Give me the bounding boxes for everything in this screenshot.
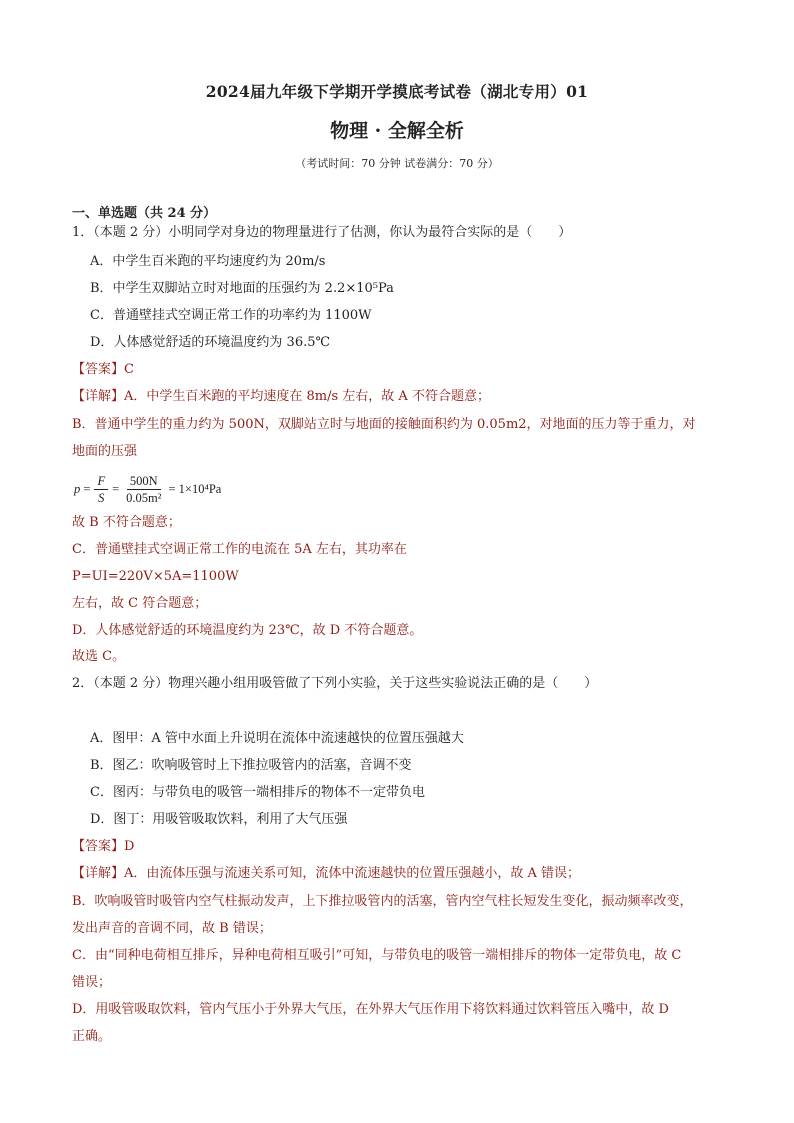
formula-lhs: p — [74, 481, 81, 496]
formula-result: = 1×10⁴Pa — [168, 481, 222, 496]
q1-detail-line: D．人体感觉舒适的环境温度约为 23℃，故 D 不符合题意。 — [72, 623, 423, 638]
q2-detail-line: 发出声音的音调不同，故 B 错误； — [72, 921, 272, 936]
page-subtitle: 物理 · 全解全析 — [330, 120, 464, 142]
formula-value-numerator: 500N — [127, 473, 161, 490]
q1-detail-line: 故 B 不符合题意； — [72, 515, 181, 530]
q2-detail-line: D．用吸管吸取饮料，管内气压小于外界大气压，在外界大气压作用下将饮料通过饮料管压入嘴中，故 D — [72, 1002, 669, 1017]
formula-fraction-symbolic — [94, 473, 108, 506]
q1-answer: 【答案】C — [72, 362, 134, 377]
exam-note: （考试时间：70 分钟 试卷满分：70 分） — [295, 157, 499, 170]
q2-option-d: D．图丁：用吸管吸取饮料，利用了大气压强 — [90, 812, 348, 827]
q2-option-a: A．图甲：A 管中水面上升说明在流体中流速越快的位置压强越大 — [90, 731, 464, 746]
q2-detail-line: 【详解】A．由流体压强与流速关系可知，流体中流速越快的位置压强越小，故 A 错误； — [72, 866, 581, 881]
q2-detail-line: C．由“同种电荷相互排斥，异种电荷相互吸引”可知，与带负电的吸管一端相排斥的物体一定带负电，故 C — [72, 948, 682, 963]
q1-detail-line: C．普通壁挂式空调正常工作的电流在 5A 左右，其功率在 — [72, 542, 407, 557]
q1-conclusion: 故选 C。 — [72, 649, 126, 664]
section-heading: 一、单选题（共 24 分） — [72, 206, 217, 221]
pressure-formula: p = $\frac{F}{S}$ = $\frac{500N}{\text{0.05m²}}$ = 1×10⁴Pa — [74, 473, 222, 505]
q2-detail-line: 错误； — [72, 975, 112, 990]
q1-option-c: C．普通壁挂式空调正常工作的功率约为 1100W — [90, 308, 372, 323]
formula-denominator: S — [98, 490, 105, 505]
q1-option-a: A．中学生百米跑的平均速度约为 20m/s — [90, 254, 326, 269]
q2-option-b: B．图乙：吹响吸管时上下推拉吸管内的活塞，音调不变 — [90, 758, 412, 773]
q2-detail-line: 正确。 — [72, 1029, 112, 1044]
q2-option-c: C．图丙：与带负电的吸管一端相排斥的物体不一定带负电 — [90, 785, 425, 800]
q1-detail-line: 【详解】A．中学生百米跑的平均速度在 8m/s 左右，故 A 不符合题意； — [72, 389, 490, 404]
formula-fraction-values — [123, 473, 164, 506]
q1-stem: 1．（本题 2 分）小明同学对身边的物理量进行了估测，你认为最符合实际的是（ ） — [72, 225, 572, 240]
q1-detail-line: P=UI=220V×5A=1100W — [72, 569, 239, 584]
q1-detail-line: 左右，故 C 符合题意； — [72, 596, 208, 611]
q2-answer: 【答案】D — [72, 839, 135, 854]
formula-value-denominator: 0.05m² — [126, 490, 162, 505]
q1-option-b: B．中学生双脚站立时对地面的压强约为 2.2×10⁵Pa — [90, 281, 394, 296]
formula-numerator: F — [94, 473, 108, 490]
q1-detail-line: B．普通中学生的重力约为 500N，双脚站立时与地面的接触面积约为 0.05m2，对地面的压力等于重力，对 — [72, 417, 696, 432]
page-title: 2024届九年级下学期开学摸底考试卷（湖北专用）01 — [205, 82, 589, 101]
q1-detail-line: 地面的压强 — [72, 444, 138, 459]
q1-option-d: D．人体感觉舒适的环境温度约为 36.5℃ — [90, 335, 331, 350]
q2-detail-line: B．吹响吸管时吸管内空气柱振动发声，上下推拉吸管内的活塞，管内空气柱长短发生变化，振动频率改变， — [72, 894, 693, 909]
q2-stem: 2．（本题 2 分）物理兴趣小组用吸管做了下列小实验，关于这些实验说法正确的是（ ） — [72, 676, 598, 691]
